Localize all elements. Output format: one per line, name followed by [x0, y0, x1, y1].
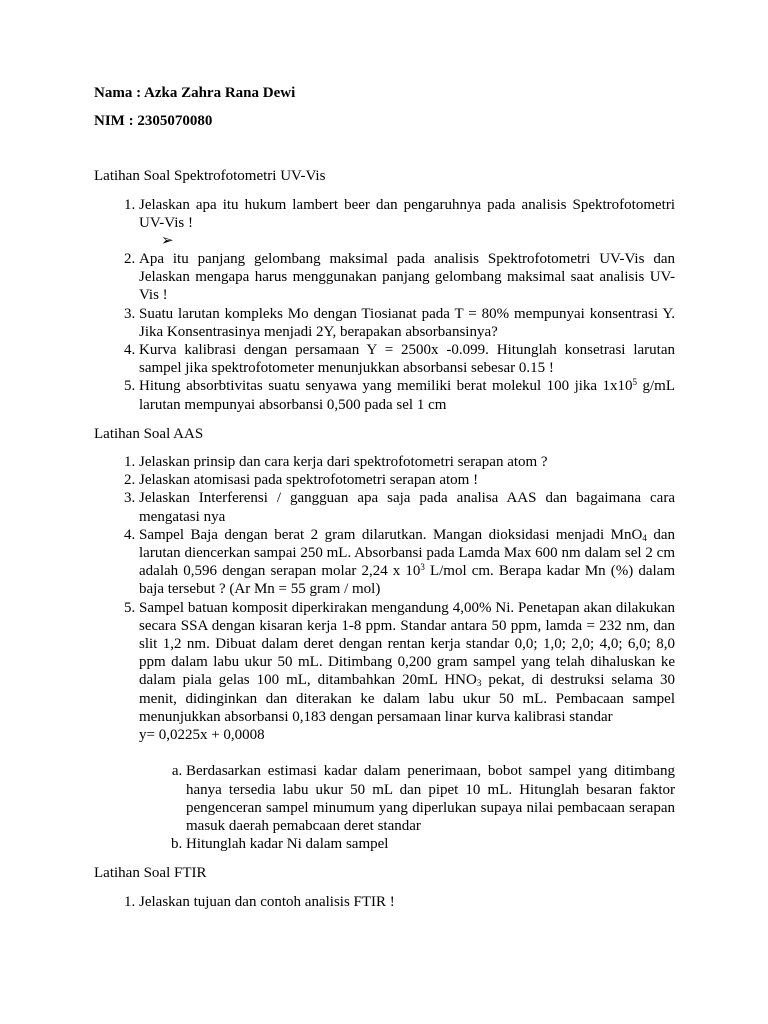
aas-question-5 — [139, 599, 675, 854]
uvvis-question-5 — [139, 377, 675, 413]
aas-q4-text-c: L/mol cm. Berapa kadar Mn (%) dalam baja tersebut ? (Ar Mn = 55 gram / mol) — [139, 563, 675, 598]
ftir-question-1: 1. Jelaskan tujuan dan contoh analisis FTIR ! — [139, 893, 675, 911]
uvvis-q5-text-a: Hitung absorbtivitas suatu senyawa yang memiliki berat molekul 100 jika 1x10 — [139, 378, 633, 395]
aas-q4-subscript: 4 — [642, 532, 647, 543]
aas-q5-text-b: pekat, di destruksi selama 30 menit, didinginkan dan diterakan ke dalam labu ukur 50 mL. Pembacaan sampel menunjukkan absorbansi 0,183 dengan persamaan linar kurva kalibrasi standar — [139, 672, 675, 725]
uvvis-q5-text-b: g/mL larutan mempunyai absorbansi 0,500 pada sel 1 cm — [139, 378, 675, 413]
aas-q5-text-a: Sampel batuan komposit diperkirakan mengandung 4,00% Ni. Penetapan akan dilakukan secara SSA dengan kisaran kerja 1-8 ppm. Standar antara 50 ppm, lamda = 232 nm, dan slit 1,2 nm. Dibuat dalam deret dengan rentan kerja standar 0,0; 1,0; 2,0; 4,0; 6,0; 8,0 ppm dalam labu ukur 50 mL. Ditimbang 0,200 gram sampel yang telah dihaluskan ke dalam piala gelas 100 mL, ditambahkan 20mL HNO — [139, 599, 675, 689]
student-nim: NIM : 2305070080 — [94, 113, 213, 130]
uvvis-q5-exponent: 5 — [632, 377, 638, 388]
aas-q5-formula: y= 0,0225x + 0,0008 — [139, 727, 265, 744]
aas-question-3: 3. Jelaskan Interferensi / gangguan apa saja pada analisa AAS dan bagaimana cara mengatasi nya — [139, 489, 675, 525]
aas-q5-subquestion-b: b. Hitunglah kadar Ni dalam sampel — [186, 835, 675, 853]
aas-q5-subscript: 3 — [476, 678, 482, 689]
uvvis-question-2: 2. Apa itu panjang gelombang maksimal pada analisis Spektrofotometri UV-Vis dan Jelaskan mengapa harus menggunakan panjang gelombang maksimal saat analisis UV-Vis ! — [139, 250, 675, 305]
aas-question-1: 1. Jelaskan prinsip dan cara kerja dari spektrofotometri serapan atom ? — [139, 453, 675, 471]
arrow-bullet-icon: ➢ — [161, 233, 174, 250]
aas-q5-subquestion-a: a. Berdasarkan estimasi kadar dalam penerimaan, bobot sampel yang ditimbang hanya tersedia labu ukur 50 mL dan pipet 10 mL. Hitunglah besaran faktor pengenceran sampel minumum yang diperlukan supaya nilai pembacaan serapan masuk daerah pemabcaan deret standar — [186, 762, 675, 835]
uvvis-question-1 — [139, 196, 675, 250]
section-title-aas: Latihan Soal AAS — [94, 425, 204, 442]
uvvis-question-4: 4. Kurva kalibrasi dengan persamaan Y = 2500x -0.099. Hitunglah konsetrasi larutan sampel jika spektrofotometer menunjukkan absorbansi sebesar 0.15 ! — [139, 341, 675, 377]
uvvis-question-list — [94, 196, 675, 414]
document-page — [94, 84, 675, 922]
section-title-uvvis: Latihan Soal Spektrofotometri UV-Vis — [94, 168, 326, 185]
uvvis-q1-text: Jelaskan apa itu hukum lambert beer dan pengaruhnya pada analisis Spektrofotometri UV-Vis ! — [139, 196, 675, 231]
section-title-ftir: Latihan Soal FTIR — [94, 865, 207, 882]
aas-q4-text-b: dan larutan diencerkan sampai 250 mL. Absorbansi pada Lamda Max 600 nm dalam sel 2 cm adalah 0,596 dengan serapan molar 2,24 x 10 — [139, 526, 675, 580]
ftir-question-list — [94, 893, 675, 911]
student-name: Nama : Azka Zahra Rana Dewi — [94, 85, 296, 101]
aas-q5-subquestion-list — [139, 762, 675, 853]
aas-question-list — [94, 453, 675, 853]
aas-question-4 — [139, 526, 675, 599]
aas-q4-exponent: 3 — [420, 562, 425, 573]
aas-q4-text-a: Sampel Baja dengan berat 2 gram dilarutkan. Mangan dioksidasi menjadi MnO — [139, 526, 643, 543]
uvvis-question-3: 3. Suatu larutan kompleks Mo dengan Tiosianat pada T = 80% mempunyai konsentrasi Y. Jika Konsentrasinya menjadi 2Y, berapakan absorbansinya? — [139, 305, 675, 341]
aas-question-2: 2. Jelaskan atomisasi pada spektrofotometri serapan atom ! — [139, 471, 675, 489]
